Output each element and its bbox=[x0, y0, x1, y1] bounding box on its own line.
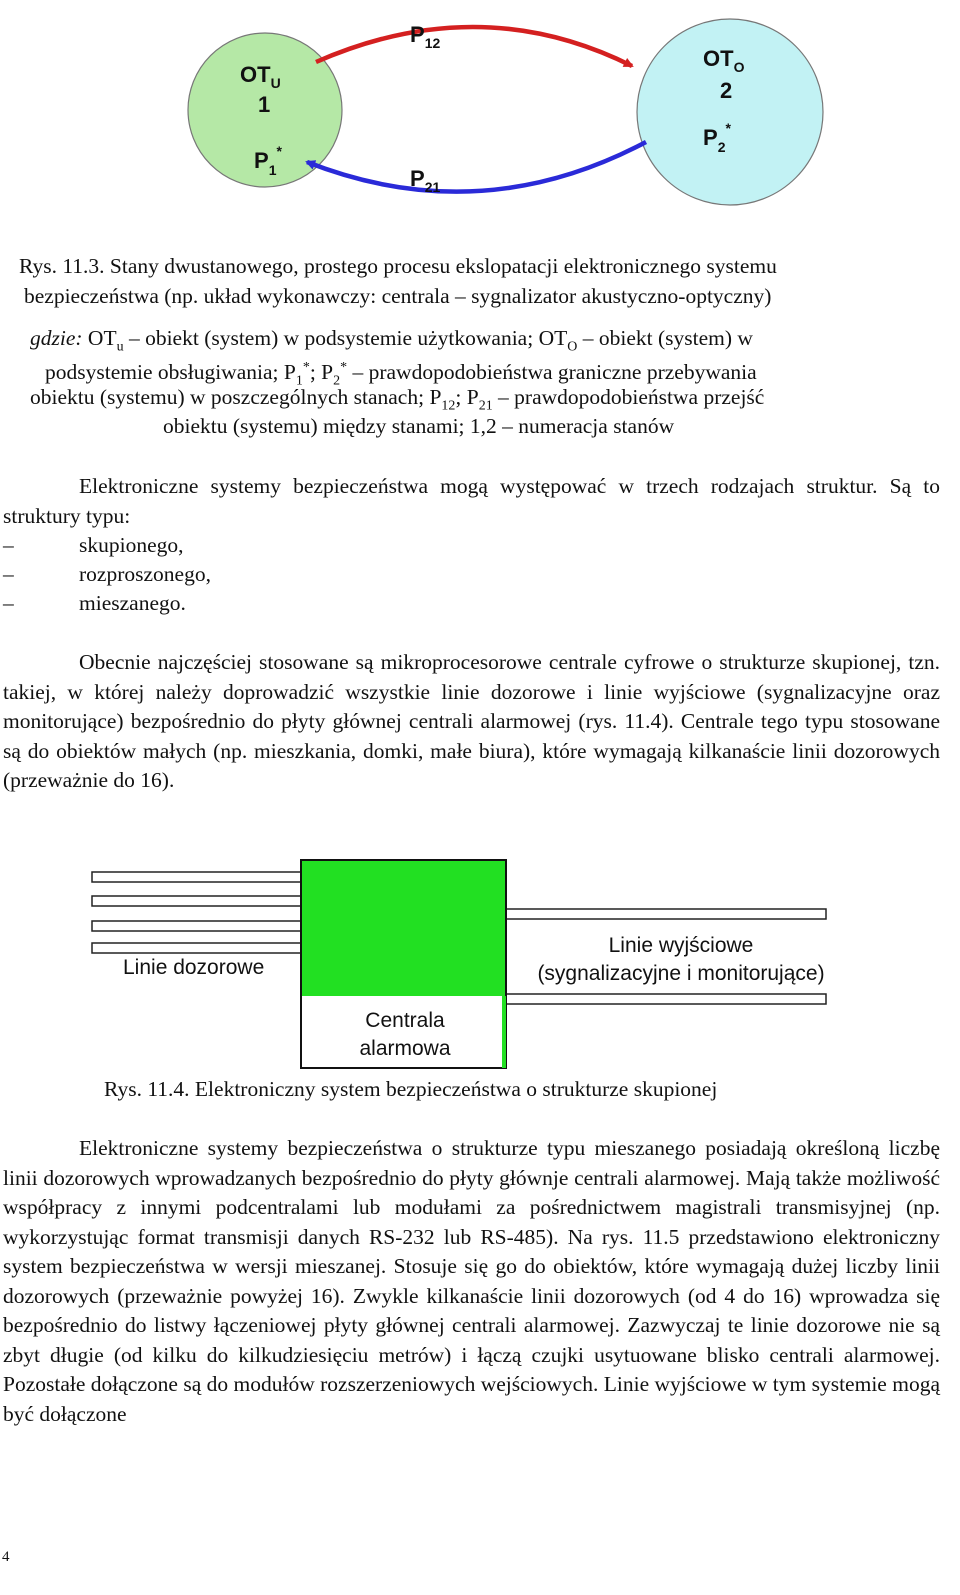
legend-p21: $P_{21}$ bbox=[466, 385, 493, 414]
legend-graniczne-text: – prawdopodobieństwa graniczne przebywania bbox=[352, 360, 757, 385]
central-alarm-label-2: alarmowa bbox=[359, 1037, 451, 1060]
paragraph-mieszana: Elektroniczne systemy bezpieczeństwa o strukturze typu mieszanego posiadają określoną liczbę linii dozorowych wprowadzanych bezpośrednio do płyty głównje centrali alarmowej. Mają także możliwość współpracy z innymi podcentralami lub modułami za pośrednictwem magistrali transmisyjnej (np. wykorzystując format transmisji danych RS-232 lub RS-485). Na rys. 11.5 przedstawiono elektroniczny system bezpieczeństwa w wersji mieszanej. Stosuje się go do obiektów, które wymagają dużej liczby linii dozorowych (przeważnie powyżej 16). Zwykle kilkanaście linii dozorowych (od 4 do 16) wprowadza się bezpośrednio do listwy łączeniowej płyty głównej centrali alarmowej. Zazwyczaj te linie dozorowe nie są zbyt długie (od kilku do kilkudziesięciu metrów) i łączą czujki usytuowane blisko centrali alarmowej. Pozostałe dołączone są do modułów rozszerzeniowych wejściowych. Linie wyjściowe w tym systemie mogą być dołączone bbox=[3, 1136, 940, 1426]
legend-stanach-text: obiektu (systemu) w poszczególnych stanach; bbox=[30, 385, 425, 409]
central-alarm-board bbox=[302, 861, 505, 996]
legend-separator-2: ; bbox=[455, 385, 462, 409]
list-item-rozproszonego: – rozproszonego, bbox=[3, 560, 211, 589]
page-number: 4 bbox=[2, 1549, 10, 1565]
paragraph-skupiona: Obecnie najczęściej stosowane są mikroprocesorowe centrale cyfrowe o strukturze skupionej, tzn. takiej, w której należy doprowadzić wszystkie linie dozorowe i linie wyjściowe (sygnalizacyjne oraz monitorujące) bezpośrednio do płyty głównej centrali alarmowej (rys. 11.4). Centrale tego typu stosowane są do obiektów małych (np. mieszkania, domki, małe biura), które wymagają kilkanaście linii dozorowych (przeważnie do 16). bbox=[3, 650, 940, 792]
legend-p1-star: $P_1^*$ bbox=[283, 360, 310, 389]
legend-line-4: obiektu (systemu) między stanami; 1,2 – numeracja stanów bbox=[163, 414, 675, 438]
input-line-3 bbox=[92, 921, 301, 931]
paragraph-structures: Elektroniczne systemy bezpieczeństwa mogą występować w trzech rodzajach struktur. Są to struktury typu: bbox=[3, 474, 940, 528]
legend-p2-star: $P_2^*$ bbox=[321, 360, 348, 389]
input-lines bbox=[92, 872, 301, 953]
input-lines-label: Linie dozorowe bbox=[123, 956, 265, 979]
transition-label-21: $P_{21}$ bbox=[410, 166, 441, 195]
central-alarm-label-1: Centrala bbox=[365, 1009, 445, 1032]
input-line-1 bbox=[92, 872, 301, 882]
legend-p12: $P_{12}$ bbox=[429, 385, 456, 414]
central-alarm-diagram bbox=[0, 850, 960, 1080]
state-1-name: $OT_U$ bbox=[240, 62, 281, 91]
list-item-skupionego: – skupionego, bbox=[3, 531, 184, 560]
transition-label-12: $P_{12}$ bbox=[410, 22, 441, 51]
legend-ot-o-text: – obiekt (system) w bbox=[582, 326, 753, 350]
list-dash: – bbox=[3, 533, 14, 557]
legend-ot-u-text: – obiekt (system) w podsystemie użytkowania; bbox=[128, 326, 534, 350]
legend-ot-o: $OT_O$ bbox=[538, 326, 578, 355]
legend-gdzie: gdzie: bbox=[30, 326, 83, 350]
figure-caption-11-3-line-2: bezpieczeństwa (np. układ wykonawczy: centrala – sygnalizator akustyczno-optyczny) bbox=[24, 284, 772, 308]
input-line-2 bbox=[92, 896, 301, 906]
input-line-4 bbox=[92, 943, 301, 953]
list-item-mieszanego: – mieszanego. bbox=[3, 589, 186, 618]
legend-obslugiwania: podsystemie obsługiwania; bbox=[45, 360, 279, 385]
transition-arrow-21 bbox=[307, 142, 646, 192]
output-line-1 bbox=[505, 909, 826, 919]
figure-caption-11-3-line-1: Rys. 11.3. Stany dwustanowego, prostego procesu ekslopatacji elektronicznego systemu bbox=[19, 254, 777, 278]
state-diagram bbox=[0, 0, 960, 240]
output-line-2 bbox=[505, 994, 826, 1004]
output-lines-label-2: (sygnalizacyjne i monitorujące) bbox=[537, 962, 825, 985]
state-1-number: 1 bbox=[258, 92, 271, 117]
state-2-number: 2 bbox=[720, 78, 733, 103]
output-lines-label-1: Linie wyjściowe bbox=[608, 934, 754, 957]
figure-caption-11-4: Rys. 11.4. Elektroniczny system bezpieczeństwa o strukturze skupionej bbox=[104, 1077, 718, 1101]
central-alarm-edge bbox=[502, 996, 506, 1068]
list-dash: – bbox=[3, 562, 14, 586]
state-1-probability: $P_1^*$ bbox=[254, 143, 282, 178]
list-dash: – bbox=[3, 591, 14, 615]
legend-ot-u: $OT_u$ bbox=[87, 326, 124, 355]
state-2-name: $OT_O$ bbox=[703, 46, 745, 75]
legend-separator: ; bbox=[309, 360, 316, 385]
state-2-probability: $P_2^*$ bbox=[703, 120, 731, 155]
transition-arrow-12 bbox=[316, 27, 632, 66]
legend-przejsc-text: – prawdopodobieństwa przejść bbox=[498, 385, 765, 409]
